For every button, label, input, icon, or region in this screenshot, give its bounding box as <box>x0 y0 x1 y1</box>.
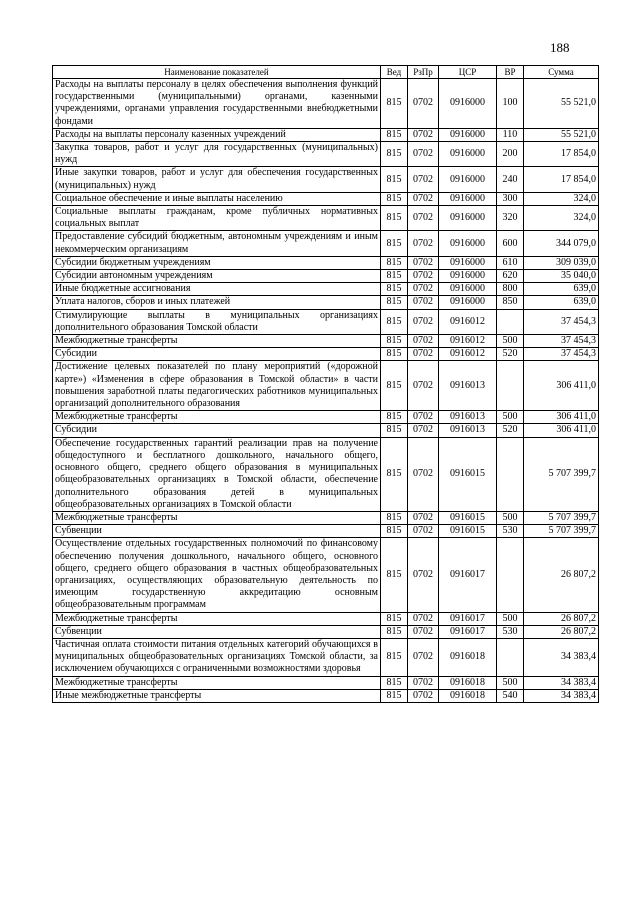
row-sum: 34 383,4 <box>524 638 599 676</box>
row-name: Социальные выплаты гражданам, кроме публичных нормативных социальных выплат <box>53 206 381 231</box>
row-sum: 37 454,3 <box>524 348 599 361</box>
row-vr: 500 <box>497 511 524 524</box>
row-name: Иные межбюджетные трансферты <box>53 689 381 702</box>
row-rzpr: 0702 <box>408 192 439 205</box>
row-vr: 540 <box>497 689 524 702</box>
table-row <box>53 638 599 676</box>
row-ved: 815 <box>381 128 408 141</box>
row-vr <box>497 437 524 511</box>
table-header-row <box>53 66 599 79</box>
row-ved: 815 <box>381 361 408 411</box>
table-row <box>53 79 599 129</box>
row-csr: 0916015 <box>439 525 497 538</box>
row-csr: 0916018 <box>439 676 497 689</box>
table-row <box>53 625 599 638</box>
table-row <box>53 256 599 269</box>
header-ved: Вед <box>381 66 408 79</box>
row-ved: 815 <box>381 309 408 334</box>
row-name: Субсидии <box>53 424 381 437</box>
row-csr: 0916000 <box>439 128 497 141</box>
row-sum: 5 707 399,7 <box>524 525 599 538</box>
row-name: Достижение целевых показателей по плану мероприятий («дорожной карте») «Изменения в сфере образования в Томской области» в части повышения заработной платы педагогических работников муниципальных организаций дополнительного образования <box>53 361 381 411</box>
row-csr: 0916013 <box>439 361 497 411</box>
table-row <box>53 411 599 424</box>
table-row <box>53 231 599 256</box>
row-ved: 815 <box>381 525 408 538</box>
row-rzpr: 0702 <box>408 167 439 192</box>
row-vr: 500 <box>497 612 524 625</box>
row-name: Расходы на выплаты персоналу казенных учреждений <box>53 128 381 141</box>
row-vr: 320 <box>497 206 524 231</box>
row-csr: 0916013 <box>439 411 497 424</box>
row-sum: 309 039,0 <box>524 256 599 269</box>
row-sum: 639,0 <box>524 283 599 296</box>
row-csr: 0916000 <box>439 192 497 205</box>
table-row <box>53 348 599 361</box>
table-row <box>53 612 599 625</box>
row-sum: 34 383,4 <box>524 676 599 689</box>
row-name: Межбюджетные трансферты <box>53 676 381 689</box>
row-name: Субсидии <box>53 348 381 361</box>
row-ved: 815 <box>381 538 408 612</box>
row-name: Иные закупки товаров, работ и услуг для обеспечения государственных (муниципальных) нужд <box>53 167 381 192</box>
row-name: Расходы на выплаты персоналу в целях обеспечения выполнения функций государственными (муниципальными) органами, казенными учреждениями, органами управления государственными внебюджетными фондами <box>53 79 381 129</box>
row-csr: 0916012 <box>439 309 497 334</box>
row-csr: 0916017 <box>439 612 497 625</box>
row-vr: 240 <box>497 167 524 192</box>
row-sum: 26 807,2 <box>524 538 599 612</box>
row-ved: 815 <box>381 511 408 524</box>
row-csr: 0916012 <box>439 335 497 348</box>
row-rzpr: 0702 <box>408 231 439 256</box>
table-row <box>53 676 599 689</box>
row-name: Субвенции <box>53 525 381 538</box>
row-sum: 344 079,0 <box>524 231 599 256</box>
row-sum: 26 807,2 <box>524 625 599 638</box>
row-name: Социальное обеспечение и иные выплаты населению <box>53 192 381 205</box>
row-rzpr: 0702 <box>408 511 439 524</box>
table-row <box>53 538 599 612</box>
row-rzpr: 0702 <box>408 296 439 309</box>
row-name: Иные бюджетные ассигнования <box>53 283 381 296</box>
row-name: Субсидии автономным учреждениям <box>53 270 381 283</box>
row-name: Закупка товаров, работ и услуг для государственных (муниципальных) нужд <box>53 142 381 167</box>
header-csr: ЦСР <box>439 66 497 79</box>
row-rzpr: 0702 <box>408 361 439 411</box>
row-rzpr: 0702 <box>408 525 439 538</box>
row-sum: 55 521,0 <box>524 128 599 141</box>
table-row <box>53 689 599 702</box>
table-row <box>53 525 599 538</box>
row-csr: 0916000 <box>439 167 497 192</box>
row-csr: 0916000 <box>439 142 497 167</box>
row-csr: 0916000 <box>439 206 497 231</box>
row-name: Межбюджетные трансферты <box>53 411 381 424</box>
row-rzpr: 0702 <box>408 437 439 511</box>
row-ved: 815 <box>381 270 408 283</box>
row-csr: 0916012 <box>439 348 497 361</box>
row-rzpr: 0702 <box>408 309 439 334</box>
row-sum: 17 854,0 <box>524 167 599 192</box>
row-ved: 815 <box>381 296 408 309</box>
row-ved: 815 <box>381 424 408 437</box>
row-vr: 110 <box>497 128 524 141</box>
row-sum: 26 807,2 <box>524 612 599 625</box>
budget-table <box>52 65 599 703</box>
row-ved: 815 <box>381 79 408 129</box>
table-row <box>53 167 599 192</box>
row-name: Обеспечение государственных гарантий реализации прав на получение общедоступного и бесплатного дошкольного, начального общего, основного общего, среднего общего образования в муниципальных общеобразовательных организациях в Томской области, обеспечение дополнительного образования детей в муниципальных общеобразовательных организациях в Томской области <box>53 437 381 511</box>
row-vr: 600 <box>497 231 524 256</box>
row-sum: 34 383,4 <box>524 689 599 702</box>
row-ved: 815 <box>381 437 408 511</box>
row-ved: 815 <box>381 612 408 625</box>
row-rzpr: 0702 <box>408 348 439 361</box>
row-sum: 5 707 399,7 <box>524 437 599 511</box>
row-sum: 324,0 <box>524 192 599 205</box>
row-rzpr: 0702 <box>408 206 439 231</box>
row-vr: 530 <box>497 625 524 638</box>
row-vr <box>497 309 524 334</box>
row-rzpr: 0702 <box>408 625 439 638</box>
row-name: Субсидии бюджетным учреждениям <box>53 256 381 269</box>
row-sum: 55 521,0 <box>524 79 599 129</box>
row-rzpr: 0702 <box>408 283 439 296</box>
row-csr: 0916000 <box>439 296 497 309</box>
table-row <box>53 335 599 348</box>
table-row <box>53 206 599 231</box>
table-row <box>53 361 599 411</box>
row-name: Частичная оплата стоимости питания отдельных категорий обучающихся в муниципальных общеобразовательных организациях Томской области, за исключением обучающихся с ограниченными возможностями здоровья <box>53 638 381 676</box>
table-row <box>53 424 599 437</box>
row-csr: 0916000 <box>439 270 497 283</box>
row-rzpr: 0702 <box>408 335 439 348</box>
row-rzpr: 0702 <box>408 270 439 283</box>
row-name: Уплата налогов, сборов и иных платежей <box>53 296 381 309</box>
row-vr: 800 <box>497 283 524 296</box>
header-vr: ВР <box>497 66 524 79</box>
row-vr: 850 <box>497 296 524 309</box>
row-vr: 100 <box>497 79 524 129</box>
row-csr: 0916000 <box>439 283 497 296</box>
table-row <box>53 309 599 334</box>
row-vr: 520 <box>497 424 524 437</box>
row-csr: 0916000 <box>439 256 497 269</box>
row-ved: 815 <box>381 676 408 689</box>
row-name: Межбюджетные трансферты <box>53 335 381 348</box>
row-vr <box>497 638 524 676</box>
row-vr: 520 <box>497 348 524 361</box>
row-csr: 0916013 <box>439 424 497 437</box>
row-csr: 0916000 <box>439 231 497 256</box>
row-rzpr: 0702 <box>408 638 439 676</box>
row-name: Межбюджетные трансферты <box>53 612 381 625</box>
table-row <box>53 192 599 205</box>
row-sum: 37 454,3 <box>524 335 599 348</box>
row-name: Предоставление субсидий бюджетным, автономным учреждениям и иным некоммерческим организациям <box>53 231 381 256</box>
row-vr: 610 <box>497 256 524 269</box>
header-sum: Сумма <box>524 66 599 79</box>
row-ved: 815 <box>381 231 408 256</box>
row-csr: 0916017 <box>439 538 497 612</box>
row-sum: 324,0 <box>524 206 599 231</box>
row-vr: 500 <box>497 676 524 689</box>
row-csr: 0916018 <box>439 689 497 702</box>
row-ved: 815 <box>381 192 408 205</box>
table-row <box>53 511 599 524</box>
row-vr: 500 <box>497 335 524 348</box>
row-rzpr: 0702 <box>408 128 439 141</box>
table-row <box>53 437 599 511</box>
table-row <box>53 128 599 141</box>
row-sum: 5 707 399,7 <box>524 511 599 524</box>
row-name: Осуществление отдельных государственных полномочий по финансовому обеспечению получения дошкольного, начального общего, основного общего, среднего общего образования в частных общеобразовательных организациях, осуществляющих образовательную деятельность по имеющим государственную аккредитацию основным общеобразовательным программам <box>53 538 381 612</box>
page-number: 188 <box>550 40 570 55</box>
row-rzpr: 0702 <box>408 689 439 702</box>
row-csr: 0916018 <box>439 638 497 676</box>
row-vr <box>497 538 524 612</box>
table-row <box>53 270 599 283</box>
row-sum: 35 040,0 <box>524 270 599 283</box>
table-row <box>53 296 599 309</box>
row-ved: 815 <box>381 283 408 296</box>
row-rzpr: 0702 <box>408 411 439 424</box>
row-rzpr: 0702 <box>408 79 439 129</box>
row-name: Межбюджетные трансферты <box>53 511 381 524</box>
row-ved: 815 <box>381 638 408 676</box>
row-sum: 639,0 <box>524 296 599 309</box>
row-sum: 306 411,0 <box>524 411 599 424</box>
row-csr: 0916017 <box>439 625 497 638</box>
row-rzpr: 0702 <box>408 612 439 625</box>
table-row <box>53 283 599 296</box>
row-vr <box>497 361 524 411</box>
row-csr: 0916000 <box>439 79 497 129</box>
header-name: Наименование показателей <box>53 66 381 79</box>
row-vr: 200 <box>497 142 524 167</box>
row-vr: 530 <box>497 525 524 538</box>
header-rzpr: РзПр <box>408 66 439 79</box>
row-ved: 815 <box>381 348 408 361</box>
row-ved: 815 <box>381 411 408 424</box>
row-ved: 815 <box>381 689 408 702</box>
table-body <box>53 79 599 703</box>
row-ved: 815 <box>381 256 408 269</box>
row-name: Стимулирующие выплаты в муниципальных организациях дополнительного образования Томской области <box>53 309 381 334</box>
row-vr: 620 <box>497 270 524 283</box>
row-rzpr: 0702 <box>408 676 439 689</box>
row-rzpr: 0702 <box>408 256 439 269</box>
row-ved: 815 <box>381 167 408 192</box>
row-rzpr: 0702 <box>408 424 439 437</box>
row-csr: 0916015 <box>439 437 497 511</box>
row-sum: 306 411,0 <box>524 361 599 411</box>
row-name: Субвенции <box>53 625 381 638</box>
row-ved: 815 <box>381 335 408 348</box>
row-vr: 500 <box>497 411 524 424</box>
row-ved: 815 <box>381 206 408 231</box>
table-row <box>53 142 599 167</box>
row-ved: 815 <box>381 142 408 167</box>
row-ved: 815 <box>381 625 408 638</box>
row-sum: 306 411,0 <box>524 424 599 437</box>
row-sum: 37 454,3 <box>524 309 599 334</box>
row-rzpr: 0702 <box>408 142 439 167</box>
row-rzpr: 0702 <box>408 538 439 612</box>
row-sum: 17 854,0 <box>524 142 599 167</box>
row-vr: 300 <box>497 192 524 205</box>
row-csr: 0916015 <box>439 511 497 524</box>
